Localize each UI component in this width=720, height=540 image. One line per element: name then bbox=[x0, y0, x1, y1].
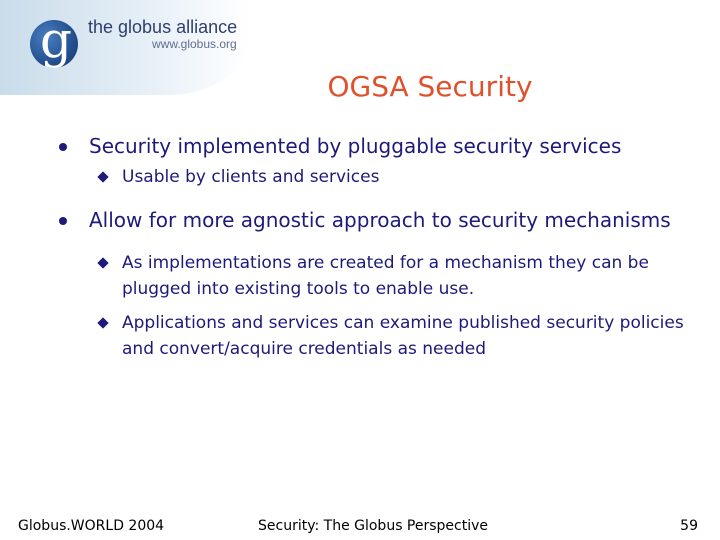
logo-name: the globus alliance bbox=[88, 17, 238, 37]
bullet-item bbox=[56, 132, 696, 160]
bullet-text: Allow for more agnostic approach to security mechanisms bbox=[89, 208, 671, 232]
bullet-dot-icon bbox=[59, 143, 67, 151]
diamond-bullet-icon bbox=[97, 257, 108, 268]
bullet-dot-icon bbox=[59, 217, 67, 225]
bullet-text: Security implemented by pluggable security services bbox=[89, 134, 622, 158]
sub-bullet-text: As implementations are created for a mechanism they can be plugged into existing tools to enable use. bbox=[122, 253, 649, 299]
sub-bullet-item bbox=[56, 310, 696, 362]
footer-event: Globus.WORLD 2004 bbox=[18, 518, 165, 534]
sub-bullet-text: Usable by clients and services bbox=[122, 167, 380, 187]
bullet-list bbox=[56, 132, 696, 362]
diamond-bullet-icon bbox=[97, 317, 108, 328]
footer-title: Security: The Globus Perspective bbox=[258, 518, 489, 534]
logo-letter: g bbox=[40, 11, 73, 69]
sub-bullet-item bbox=[56, 164, 696, 190]
sub-bullet-item bbox=[56, 250, 696, 302]
logo-url: www.globus.org bbox=[152, 37, 237, 51]
slide-title: OGSA Security bbox=[327, 70, 533, 103]
page-number: 59 bbox=[680, 518, 698, 534]
sub-bullet-text: Applications and services can examine published security policies and convert/acquire credentials as needed bbox=[122, 313, 684, 359]
diamond-bullet-icon bbox=[97, 171, 108, 182]
bullet-item bbox=[56, 206, 696, 234]
